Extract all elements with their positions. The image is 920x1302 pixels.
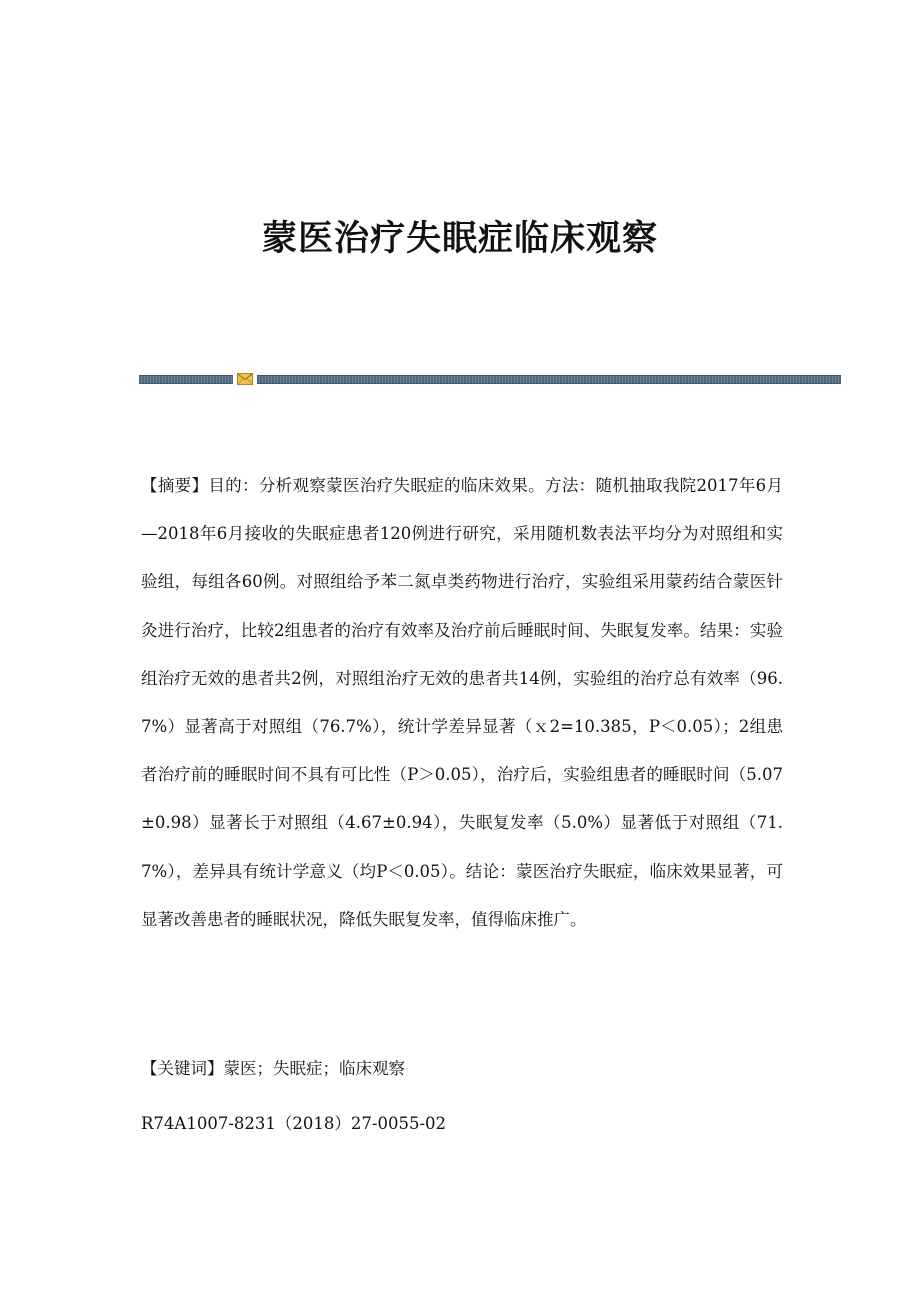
classification-code: R74A1007-8231（2018）27-0055-02	[141, 1114, 447, 1133]
abstract-label: 【摘要】	[141, 476, 209, 495]
keywords-text: 蒙医；失眠症；临床观察	[223, 1059, 405, 1078]
divider-bar-left	[139, 375, 233, 384]
divider-bar-right	[257, 375, 841, 384]
keywords-label: 【关键词】	[141, 1059, 224, 1078]
abstract-text: 目的：分析观察蒙医治疗失眠症的临床效果。方法：随机抽取我院2017年6月—2018年6月接收的失眠症患者120例进行研究，采用随机数表法平均分为对照组和实验组，每组各60例。对照组给予苯二氮卓类药物进行治疗，实验组采用蒙药结合蒙医针灸进行治疗，比较2组患者的治疗有效率及治疗前后睡眠时间、失眠复发率。结果：实验组治疗无效的患者共2例，对照组治疗无效的患者共14例，实验组的治疗总有效率（96.7%）显著高于对照组（76.7%），统计学差异显著（ｘ2=10.385，P＜0.05）；2组患者治疗前的睡眠时间不具有可比性（P＞0.05），治疗后，实验组患者的睡眠时间（5.07±0.98）显著长于对照组（4.67±0.94），失眠复发率（5.0%）显著低于对照组（71.7%），差异具有统计学意义（均P＜0.05）。结论：蒙医治疗失眠症，临床效果显著，可显著改善患者的睡眠状况，降低失眠复发率，值得临床推广。	[141, 476, 783, 929]
title-divider	[139, 375, 841, 384]
abstract-paragraph	[141, 462, 783, 944]
envelope-icon	[237, 373, 253, 385]
page-title: 蒙医治疗失眠症临床观察	[261, 219, 658, 259]
keywords-line	[141, 1045, 783, 1093]
